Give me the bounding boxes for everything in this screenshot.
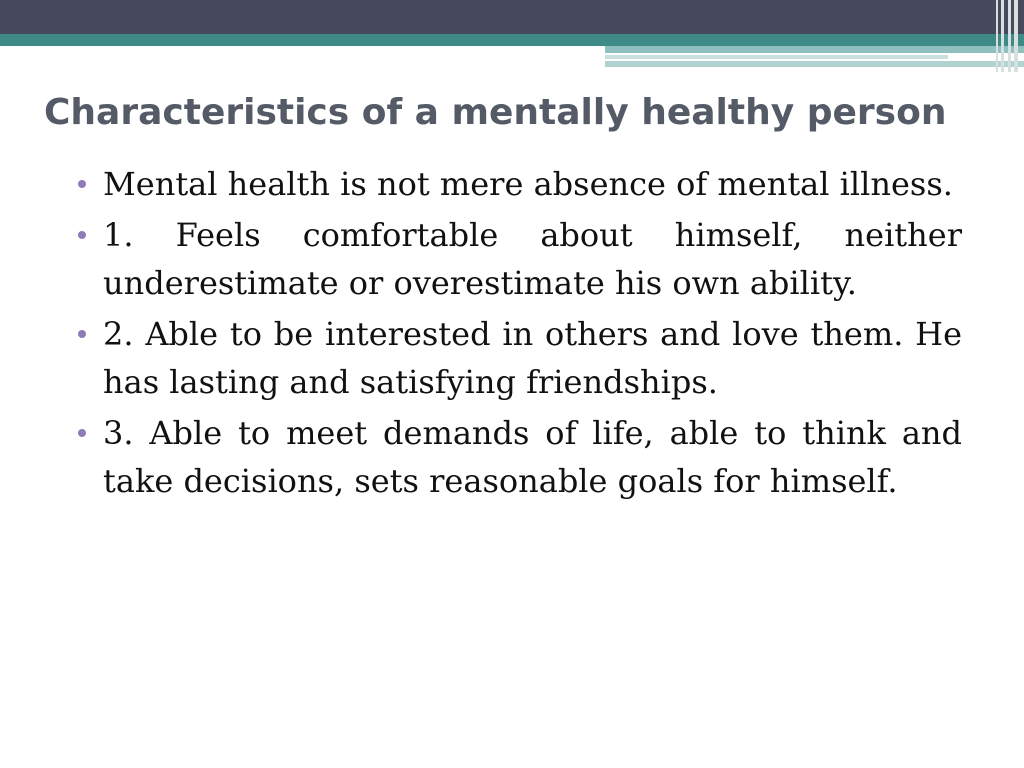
- bullet-item: [76, 310, 962, 406]
- bullet-text: 1. Feels comfortable about himself, neither underestimate or overestimate his own ability.: [103, 216, 962, 302]
- header-teal-band: [0, 34, 1024, 46]
- header-teal-stripe: [605, 46, 1024, 53]
- bullet-text: 3. Able to meet demands of life, able to think and take decisions, sets reasonable goals for himself.: [103, 414, 962, 500]
- bullet-item: [76, 211, 962, 307]
- bullet-dot-icon: [78, 429, 86, 437]
- header-teal-stripe: [605, 61, 1024, 67]
- bullet-dot-icon: [78, 231, 86, 239]
- header-vertical-lines: [994, 0, 1024, 72]
- bullet-item: [76, 409, 962, 505]
- bullet-text: Mental health is not mere absence of mental illness.: [103, 165, 953, 203]
- header-teal-stripe: [605, 55, 948, 59]
- header-dark-band: [0, 0, 1024, 34]
- bullet-dot-icon: [78, 180, 86, 188]
- bullet-item: [76, 160, 962, 208]
- bullet-list: [76, 160, 962, 508]
- header-decoration: [0, 0, 1024, 72]
- slide-title: Characteristics of a mentally healthy person: [44, 92, 947, 133]
- bullet-text: 2. Able to be interested in others and love them. He has lasting and satisfying friendships.: [103, 315, 962, 401]
- bullet-dot-icon: [78, 330, 86, 338]
